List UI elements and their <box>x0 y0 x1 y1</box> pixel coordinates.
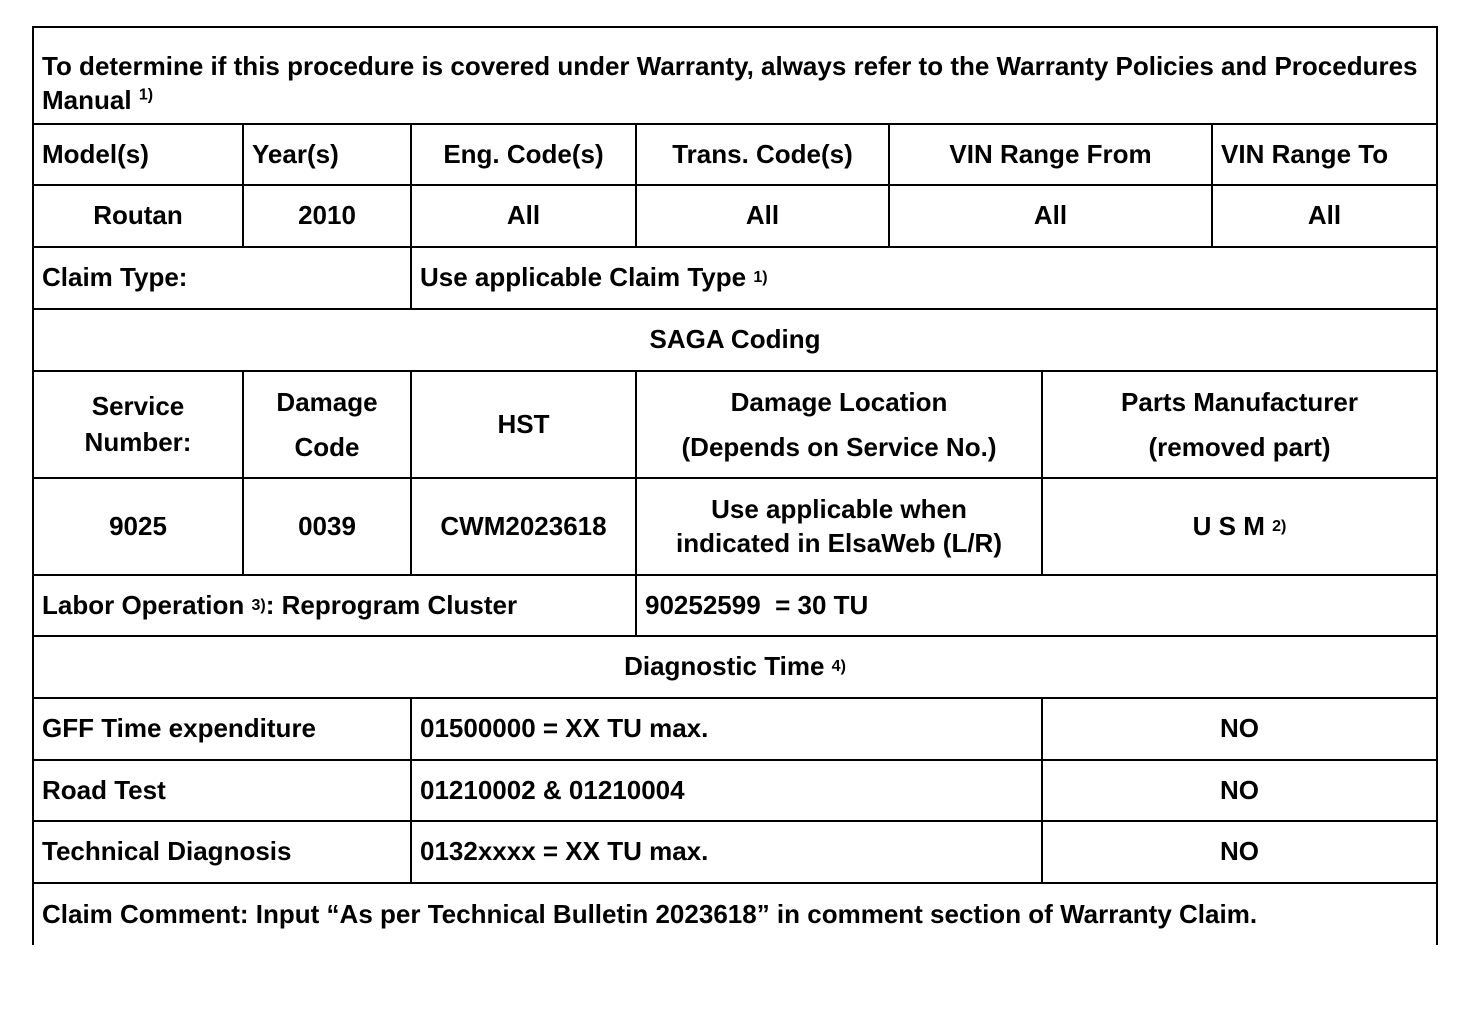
diag-code: 01210002 & 01210004 <box>420 774 685 805</box>
header-line: Code <box>294 431 360 462</box>
value-vin-to: All <box>1307 200 1342 231</box>
value-line: indicated in ElsaWeb (L/R) <box>675 527 1002 558</box>
header-line: Service <box>91 391 185 422</box>
parts-text: U S M <box>1192 510 1265 541</box>
diag-label: Road Test <box>42 774 166 805</box>
header-line: (Depends on Service No.) <box>681 431 997 462</box>
header-damage-code <box>244 372 410 477</box>
header-line: (removed part) <box>1148 431 1331 462</box>
diag-flag: NO <box>1220 836 1259 867</box>
diag-code: 01500000 = XX TU max. <box>420 713 709 744</box>
header-service-number <box>34 372 242 477</box>
value-hst: CWM2023618 <box>440 510 607 541</box>
value-damage-code: 0039 <box>298 510 356 541</box>
header-line: Number: <box>84 426 192 457</box>
value-trans: All <box>745 200 780 231</box>
value-year: 2010 <box>298 200 356 231</box>
header-years: Year(s) <box>252 138 339 169</box>
value-model: Routan <box>93 200 183 231</box>
claim-type-text: Use applicable Claim Type <box>420 262 747 293</box>
diag-flag: NO <box>1220 713 1259 744</box>
footnote-ref: 1) <box>138 86 154 104</box>
intro-body: To determine if this procedure is covered under Warranty, always refer to the Warranty Policies and Procedures Manual <box>42 51 1418 115</box>
labor-operation-value: 90252599 = 30 TU <box>645 589 869 620</box>
header-damage-location <box>637 372 1041 477</box>
header-models: Model(s) <box>42 138 149 169</box>
value-service-number: 9025 <box>109 510 167 541</box>
value-line: Use applicable when <box>711 493 967 524</box>
claim-type-value: Use applicable Claim Type 1) <box>412 248 1436 308</box>
labor-label-text: Labor Operation <box>42 589 245 620</box>
header-vin-from: VIN Range From <box>949 138 1152 169</box>
diag-label: GFF Time expenditure <box>42 713 317 744</box>
header-line: Parts Manufacturer <box>1121 387 1358 418</box>
diag-label: Technical Diagnosis <box>42 836 292 867</box>
header-parts-manufacturer <box>1043 372 1436 477</box>
claim-comment: Claim Comment: Input “As per Technical Bulletin 2023618” in comment section of Warranty Claim. <box>42 898 1258 929</box>
saga-title: SAGA Coding <box>649 324 821 355</box>
header-vin-to: VIN Range To <box>1221 138 1389 169</box>
value-vin-from: All <box>1033 200 1068 231</box>
claim-type-label: Claim Type: <box>42 262 188 293</box>
header-eng-codes: Eng. Code(s) <box>443 138 604 169</box>
header-line: Damage Location <box>730 387 948 418</box>
intro-text <box>34 28 1434 123</box>
value-parts-manufacturer: U S M 2) <box>1043 479 1436 574</box>
diagnostic-title-text: Diagnostic Time <box>624 651 825 682</box>
diag-code: 0132xxxx = XX TU max. <box>420 836 709 867</box>
header-trans-codes: Trans. Code(s) <box>672 138 853 169</box>
header-line: Damage <box>276 387 378 418</box>
header-hst: HST <box>497 408 550 439</box>
diagnostic-time-title: Diagnostic Time 4) <box>34 637 1436 697</box>
labor-operation-label: Labor Operation 3) : Reprogram Cluster <box>34 576 635 635</box>
diag-flag: NO <box>1220 774 1259 805</box>
value-eng: All <box>506 200 541 231</box>
labor-label-suffix: : Reprogram Cluster <box>265 589 518 620</box>
value-damage-location <box>637 479 1041 574</box>
